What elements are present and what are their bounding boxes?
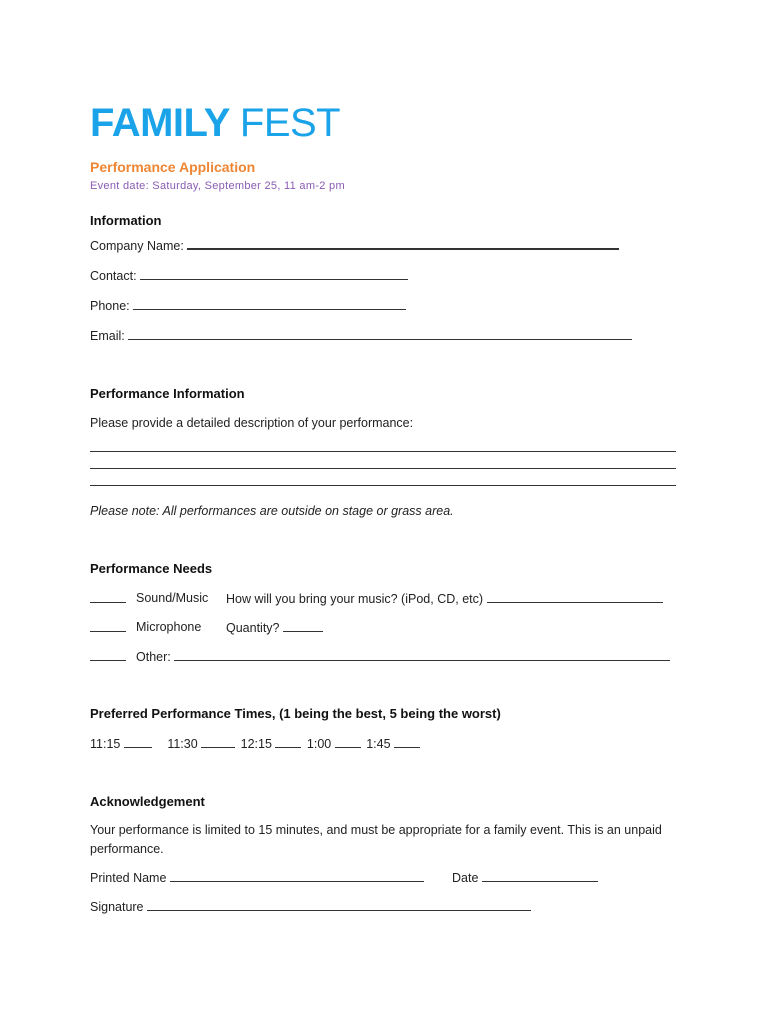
other-field[interactable] bbox=[174, 648, 670, 661]
preferred-times-row bbox=[90, 735, 690, 752]
information-heading: Information bbox=[90, 213, 162, 228]
date-label: Date bbox=[452, 871, 479, 885]
application-form bbox=[90, 100, 690, 915]
printed-name-date-row bbox=[90, 869, 690, 885]
music-source-field[interactable] bbox=[487, 590, 663, 603]
signature-row bbox=[90, 898, 690, 915]
performance-needs-heading: Performance Needs bbox=[90, 561, 213, 576]
other-check-field[interactable] bbox=[90, 648, 126, 661]
date-group bbox=[452, 869, 598, 886]
time-label-1130: 11:30 bbox=[167, 737, 198, 751]
quantity-field[interactable] bbox=[283, 619, 323, 632]
acknowledgement-heading: Acknowledgement bbox=[90, 794, 205, 809]
phone-field[interactable] bbox=[133, 297, 406, 310]
title-fest: FEST bbox=[239, 101, 341, 145]
performance-information-heading: Performance Information bbox=[90, 386, 245, 401]
title-family: FAMILY bbox=[90, 101, 230, 145]
microphone-label: Microphone bbox=[136, 620, 202, 634]
acknowledgement-text: Your performance is limited to 15 minutes, and must be appropriate for a family event. This is an unpaid performance. bbox=[90, 823, 662, 856]
phone-label: Phone: bbox=[90, 299, 130, 313]
printed-name-group bbox=[90, 869, 424, 886]
description-line-2[interactable] bbox=[90, 468, 676, 469]
time-label-100: 1:00 bbox=[306, 737, 332, 751]
description-prompt: Please provide a detailed description of your performance: bbox=[90, 416, 414, 430]
event-date: Event date: Saturday, September 25, 11 am-2 pm bbox=[90, 180, 345, 192]
date-field[interactable] bbox=[482, 869, 598, 882]
time-label-1115: 11:15 bbox=[90, 737, 121, 751]
company-name-field[interactable] bbox=[187, 236, 619, 250]
needs-row-other bbox=[90, 648, 690, 664]
time-rank-100[interactable] bbox=[335, 735, 361, 748]
microphone-check-field[interactable] bbox=[90, 619, 126, 632]
sound-check-field[interactable] bbox=[90, 590, 126, 603]
preferred-times-heading: Preferred Performance Times, (1 being the best, 5 being the worst) bbox=[90, 706, 501, 721]
time-label-145: 1:45 bbox=[366, 737, 391, 751]
microphone-detail-row bbox=[226, 619, 323, 636]
sound-label: Sound/Music bbox=[136, 591, 209, 605]
needs-row-microphone bbox=[90, 619, 690, 635]
email-row bbox=[90, 327, 690, 344]
printed-name-label: Printed Name bbox=[90, 871, 167, 885]
company-name-label: Company Name: bbox=[90, 239, 184, 253]
time-rank-145[interactable] bbox=[394, 735, 420, 748]
company-name-row bbox=[90, 236, 690, 254]
needs-row-sound bbox=[90, 590, 690, 606]
other-label: Other: bbox=[136, 650, 171, 664]
printed-name-field[interactable] bbox=[170, 869, 424, 882]
other-row bbox=[136, 648, 670, 665]
email-label: Email: bbox=[90, 329, 125, 343]
sound-detail-label: How will you bring your music? (iPod, CD, etc) bbox=[226, 592, 484, 606]
time-rank-1115[interactable] bbox=[124, 735, 152, 748]
description-line-3[interactable] bbox=[90, 485, 676, 486]
time-label-1215: 12:15 bbox=[240, 737, 272, 751]
signature-field[interactable] bbox=[147, 898, 531, 911]
contact-row bbox=[90, 267, 690, 284]
contact-field[interactable] bbox=[140, 267, 408, 280]
page-title bbox=[90, 100, 690, 146]
signature-label: Signature bbox=[90, 900, 144, 914]
quantity-label: Quantity? bbox=[226, 621, 280, 635]
email-field[interactable] bbox=[128, 327, 632, 340]
contact-label: Contact: bbox=[90, 269, 137, 283]
phone-row bbox=[90, 297, 690, 314]
outdoor-note: Please note: All performances are outside on stage or grass area. bbox=[90, 504, 454, 518]
form-subtitle: Performance Application bbox=[90, 159, 256, 175]
time-rank-1215[interactable] bbox=[275, 735, 301, 748]
description-line-1[interactable] bbox=[90, 451, 676, 452]
time-rank-1130[interactable] bbox=[201, 735, 235, 748]
sound-detail-row bbox=[226, 590, 663, 607]
